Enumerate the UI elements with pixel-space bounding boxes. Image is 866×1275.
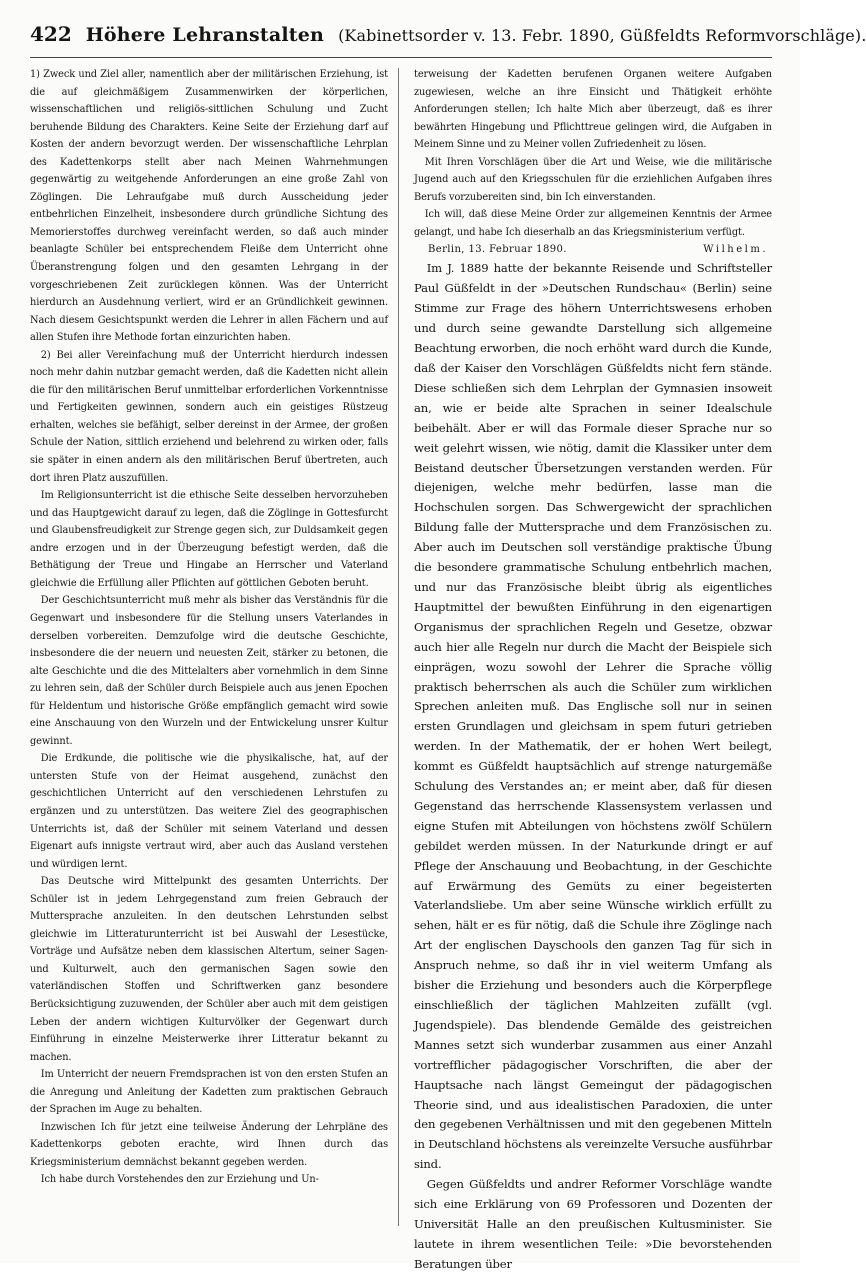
- paragraph-erklaerung-halle: Gegen Güßfeldts und andrer Reformer Vorschläge wandte sich eine Erklärung von 69 Professoren und Dozenten der Universität Halle an den preußischen Kultusminister. Sie lautete in ihrem wesentlichen Teile: »Die bevorstehenden Beratungen über: [414, 1177, 772, 1271]
- paragraph-fremdsprachen: Im Unterricht der neuern Fremdsprachen ist von den ersten Stufen an die Anregung und Anleitung der Kadetten zum praktischen Gebrauch der Sprachen im Auge zu behalten.: [30, 1069, 388, 1116]
- paragraph-kriegsschulen: Mit Ihren Vorschlägen über die Art und Weise, wie die militärische Jugend auch auf den Kriegsschulen für die erziehlichen Aufgaben ihres Berufs vorzubereiten sind, bin Ich einverstanden.: [414, 156, 772, 203]
- text-columns: [30, 66, 772, 1271]
- page-number: 422: [30, 22, 72, 46]
- paragraph-vereinfachung: 2) Bei aller Vereinfachung muß der Unterricht hierdurch indessen noch mehr dahin nutzbar gemacht werden, daß die Kadetten nicht allein die für den militärischen Beruf unmittelbar erforderlichen Vorkenntnisse und Fertigkeiten gewinnen, sondern auch ein geistiges Rüstzeug erhalten, welches sie befähigt, selber dereinst in der Armee, der großen Schule der Nation, sittlich erziehend und belehrend zu wirken oder, falls sie später in einen andern als den militärischen Beruf übertreten, auch dort ihren Platz auszufüllen.: [30, 349, 388, 484]
- paragraph-lehrplaene: Inzwischen Ich für jetzt eine teilweise Änderung der Lehrpläne des Kadettenkorps geboten erachte, wird Ihnen durch das Kriegsministerium demnächst bekannt gegeben werden.: [30, 1121, 388, 1168]
- running-title: Höhere Lehranstalten: [85, 24, 325, 46]
- paragraph-erdkunde: Die Erdkunde, die politische wie die physikalische, hat, auf der untersten Stufe von der Heimat ausgehend, zunächst den geschichtlichen Unterricht auf den verschiedenen Lehrstufen zu ergänzen und zu unterstützen. Das weitere Ziel des geographischen Unterrichts ist, daß der Schüler mit seinem Vaterland und dessen Eigenart aufs innigste vertraut wird, aber auch das Ausland verstehen und würdigen lernt.: [30, 753, 388, 870]
- order-signature: [414, 241, 772, 259]
- paragraph-unterweisung: terweisung der Kadetten berufenen Organen weitere Aufgaben zugewiesen, welche an ihre Einsicht und Thätigkeit erhöhte Anforderungen stellen; Ich halte Mich aber überzeugt, daß es ihrer bewährten Hingebung und Pflichttreue gelingen wird, die Aufgaben in Meinem Sinne und zu Meiner vollen Zufriedenheit zu lösen.: [414, 69, 772, 151]
- running-head: [30, 22, 866, 58]
- left-column: [30, 66, 388, 1246]
- signature-place-date: Berlin, 13. Februar 1890.: [428, 244, 567, 256]
- paragraph-religionsunterricht: Im Religionsunterricht ist die ethische Seite desselben hervorzuheben und das Hauptgewicht darauf zu legen, daß die Zöglinge in Gottesfurcht und Glaubensfreudigkeit zur Strenge gegen sich, zur Duldsamkeit gegen andre erzogen und in der Überzeugung befestigt werden, daß die Bethätigung der Treue und Hingabe an Herrscher und Vaterland gleichwie die Erfüllung aller Pflichten auf göttlichen Geboten beruht.: [30, 490, 388, 589]
- paragraph-guessfeldt: Im J. 1889 hatte der bekannte Reisende und Schriftsteller Paul Güßfeldt in der »Deutschen Rundschau« (Berlin) seine Stimme zur Frage des höhern Unterrichtswesens erhoben und durch seine gewandte Darstellung sich allgemeine Beachtung erworben, die noch erhöht ward durch die Kunde, daß der Kaiser den Vorschlägen Güßfeldts nicht fern stände. Diese schließen sich dem Lehrplan der Gymnasien insoweit an, wie er beide alte Sprachen in seiner Idealschule beibehält. Aber er will das Formale dieser Sprache nur so weit gelehrt wissen, wie nötig, damit die Klassiker unter dem Beistand deutscher Übersetzungen verstanden werden. Für diejenigen, welche mehr bedürfen, lasse man die Hochschulen sorgen. Das Schwergewicht der sprachlichen Bildung falle der Muttersprache und dem Französischen zu. Aber auch im Deutschen soll verständige praktische Übung die besondere grammatische Schulung entbehrlich machen, und nur das Französische bleibt übrig als eigentliches Hauptmittel der bewußten Einführung in den eigenartigen Organismus der sprachlichen Regeln und Gesetze, obzwar auch hier alle Regeln nur durch die Macht der Beispiele sich einprägen, wozu sowohl der Lehrer die Sprache völlig praktisch beherrschen als auch die Schüler zum wirklichen Sprechen anleiten muß. Das Englische soll nur in seinen ersten Grundlagen und gleichsam in spem futuri getrieben werden. In der Mathematik, der er hohen Wert beilegt, kommt es Güßfeldt hauptsächlich auf strenge naturgemäße Schulung des Verstandes an; er meint aber, daß für diesen Gegenstand das herrschende Klassensystem verlassen und eigne Stufen mit Abteilungen von höchstens zwölf Schülern gebildet werden müssen. In der Naturkunde dringt er auf Pflege der Anschauung und Beobachtung, in der Geschichte auf Erwärmung des Gemüts zu einer begeisterten Vaterlandsliebe. Um aber seine Wünsche wirklich erfüllt zu sehen, hält er es für nötig, daß die Schule ihre Zöglinge nach Art der englischen Dayschools den ganzen Tag für sich in Anspruch nehme, so daß ihr in viel weiterm Umfang als bisher die Erziehung und besonders auch die Körperpflege einschließlich der täglichen Mahlzeiten zufällt (vgl. Jugendspiele). Das blendende Gemälde des geistreichen Mannes setzt sich wunderbar zusammen aus einer Anzahl vortrefflicher pädagogischer Vorschriften, die aber der Hauptsache nach längst Gemeingut der pädagogischen Theorie sind, und aus idealistischen Paradoxien, die unter den gegebenen Verhältnissen und mit den gegebenen Mitteln in Deutschland höchstens als vereinzelte Versuche ausführbar sind.: [414, 261, 772, 1172]
- paragraph-geschichtsunterricht: Der Geschichtsunterricht muß mehr als bisher das Verständnis für die Gegenwart und insbesondere für die Stellung unsers Vaterlandes in derselben vorbereiten. Demzufolge wird die deutsche Geschichte, insbesondere die der neuern und neuesten Zeit, stärker zu betonen, die alte Geschichte und die des Mittelalters aber vornehmlich in dem Sinne zu lehren sein, daß der Schüler durch Beispiele auch aus jenen Epochen für Heldentum und historische Größe empfänglich gemacht wird sowie eine Anschauung von den Wurzeln und der Entwickelung unsrer Kultur gewinnt.: [30, 595, 388, 747]
- right-column: [414, 66, 772, 1271]
- paragraph-deutsch: Das Deutsche wird Mittelpunkt des gesamten Unterrichts. Der Schüler ist in jedem Lehrgegenstand zum freien Gebrauch der Muttersprache anzuleiten. In den deutschen Lehrstunden selbst gleichwie im Litteraturunterricht ist bei Auswahl der Lesestücke, Vorträge und Aufsätze neben dem klassischen Altertum, seiner Sagen- und Kulturwelt, auch den germanischen Sagen sowie den vaterländischen Stoffen und Schriftwerken ganz besondere Berücksichtigung zuzuwenden, der Schüler aber auch mit dem geistigen Leben der andern wichtigen Kulturvölker der Gegenwart durch Einführung in einzelne Meisterwerke ihrer Litteratur bekannt zu machen.: [30, 876, 388, 1063]
- paragraph-vorstehendes: Ich habe durch Vorstehendes den zur Erziehung und Un-: [40, 1174, 319, 1186]
- running-subtitle: (Kabinettsorder v. 13. Febr. 1890, Güßfeldts Reformvorschläge).: [338, 26, 866, 45]
- paragraph-order-kenntnis: Ich will, daß diese Meine Order zur allgemeinen Kenntnis der Armee gelangt, und habe Ich dieserhalb an das Kriegsministerium verfügt.: [414, 209, 772, 238]
- paragraph-zweck-und-ziel: 1) Zweck und Ziel aller, namentlich aber der militärischen Erziehung, ist die auf gleichmäßigem Zusammenwirken der körperlichen, wissenschaftlichen und religiös-sittlichen Schulung und Zucht beruhende Bildung des Charakters. Keine Seite der Erziehung darf auf Kosten der andern bevorzugt werden. Der wissenschaftliche Lehrplan des Kadettenkorps stellt aber nach Meinen Wahrnehmungen gegenwärtig zu weitgehende Anforderungen an eine große Zahl von Zöglingen. Die Lehraufgabe muß durch Ausscheidung jeder entbehrlichen Einzelheit, insbesondere durch gründliche Sichtung des Memorierstoffes durchweg vereinfacht werden, so daß auch minder beanlagte Schüler bei entsprechendem Fleiße dem Unterricht ohne Überanstrengung folgen und den gesamten Lehrgang in der vorgeschriebenen Zeit zurücklegen können. Was der Unterricht hierdurch an Ausdehnung verliert, wird er an Gründlichkeit gewinnen. Nach diesem Gesichtspunkt werden die Lehrer in allen Fächern und auf allen Stufen ihre Methode fortan einzurichten haben.: [30, 69, 388, 344]
- signature-name: Wilhelm.: [703, 244, 768, 256]
- column-divider: [398, 68, 399, 1226]
